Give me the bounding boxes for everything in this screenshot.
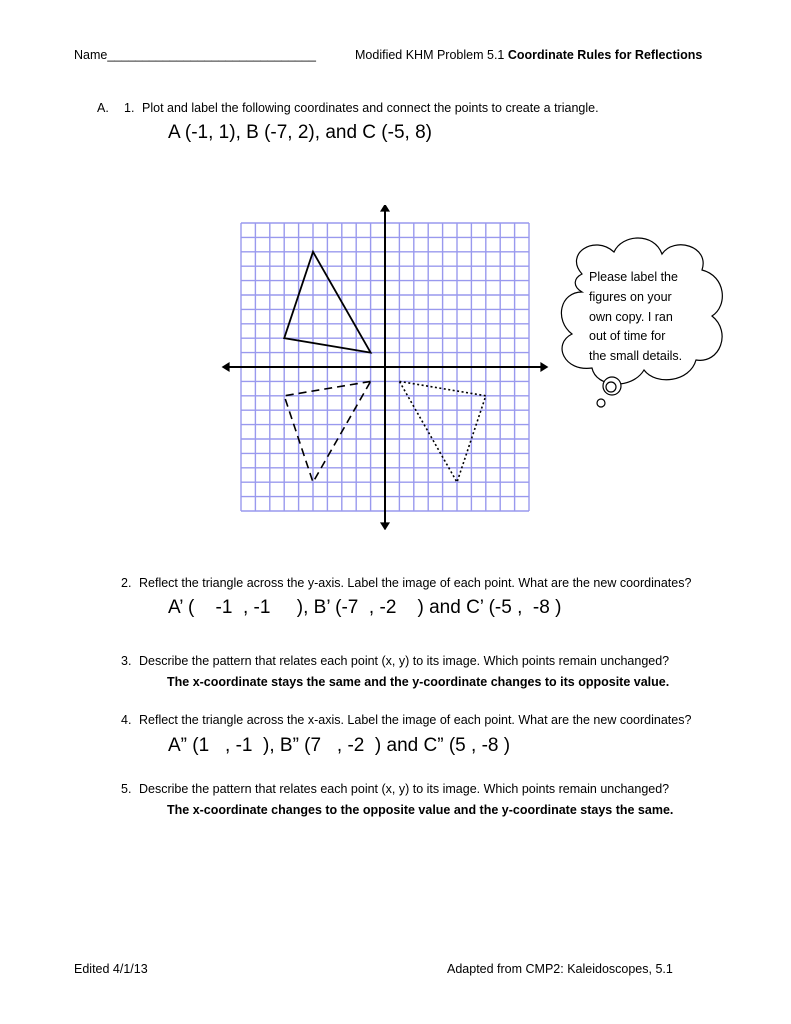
coordinate-plane <box>220 205 550 530</box>
cloud-note-text <box>589 268 682 367</box>
q5-text: Describe the pattern that relates each point (x, y) to its image. Which points remain unchanged? <box>139 782 670 796</box>
cloud-line: own copy. I ran <box>589 309 673 324</box>
footer-adapted: Adapted from CMP2: Kaleidoscopes, 5.1 <box>447 962 673 976</box>
q4-answer: A” (1 , -1 ), B” (7 , -2 ) and C” (5 , -8 ) <box>168 735 511 756</box>
q5-answer: The x-coordinate changes to the opposite value and the y-coordinate stays the same. <box>167 803 674 817</box>
q1-text: Plot and label the following coordinates and connect the points to create a triangle. <box>142 101 599 115</box>
q1-coordinates: A (-1, 1), B (-7, 2), and C (-5, 8) <box>168 122 432 143</box>
q4-number: 4. <box>121 713 132 727</box>
y-axis-arrow-down <box>380 522 390 530</box>
q3-text: Describe the pattern that relates each point (x, y) to its image. Which points remain unchanged? <box>139 654 670 668</box>
q3-number: 3. <box>121 654 132 668</box>
q4-text: Reflect the triangle across the x-axis. Label the image of each point. What are the new coordinates? <box>139 713 692 727</box>
q2-text: Reflect the triangle across the y-axis. Label the image of each point. What are the new coordinates? <box>139 576 692 590</box>
cloud-line: the small details. <box>589 349 683 364</box>
q2-number: 2. <box>121 576 132 590</box>
x-axis-arrow-right <box>540 362 548 372</box>
y-axis-arrow-up <box>380 205 390 212</box>
q2-answer: A’ ( -1 , -1 ), B’ (-7 , -2 ) and C’ (-5 , -8 ) <box>168 597 562 618</box>
cloud-line: out of time for <box>589 329 666 344</box>
page-title-bold: Coordinate Rules for Reflections <box>507 48 703 62</box>
section-letter: A. <box>97 101 109 115</box>
name-line: Name______________________________ <box>74 48 316 62</box>
x-axis-arrow-left <box>222 362 230 372</box>
q5-number: 5. <box>121 782 132 796</box>
axes <box>222 205 549 530</box>
cloud-line: Please label the <box>589 270 678 284</box>
q1-number: 1. <box>124 101 135 115</box>
cloud-line: figures on your <box>589 289 672 304</box>
cloud-bubble-inner <box>606 382 616 392</box>
footer-edited: Edited 4/1/13 <box>74 962 148 976</box>
q3-answer: The x-coordinate stays the same and the y-coordinate changes to its opposite value. <box>167 675 670 689</box>
cloud-bubble-small <box>597 399 605 407</box>
page-title-prefix: Modified KHM Problem 5.1 <box>355 48 508 62</box>
page-title <box>355 48 702 62</box>
